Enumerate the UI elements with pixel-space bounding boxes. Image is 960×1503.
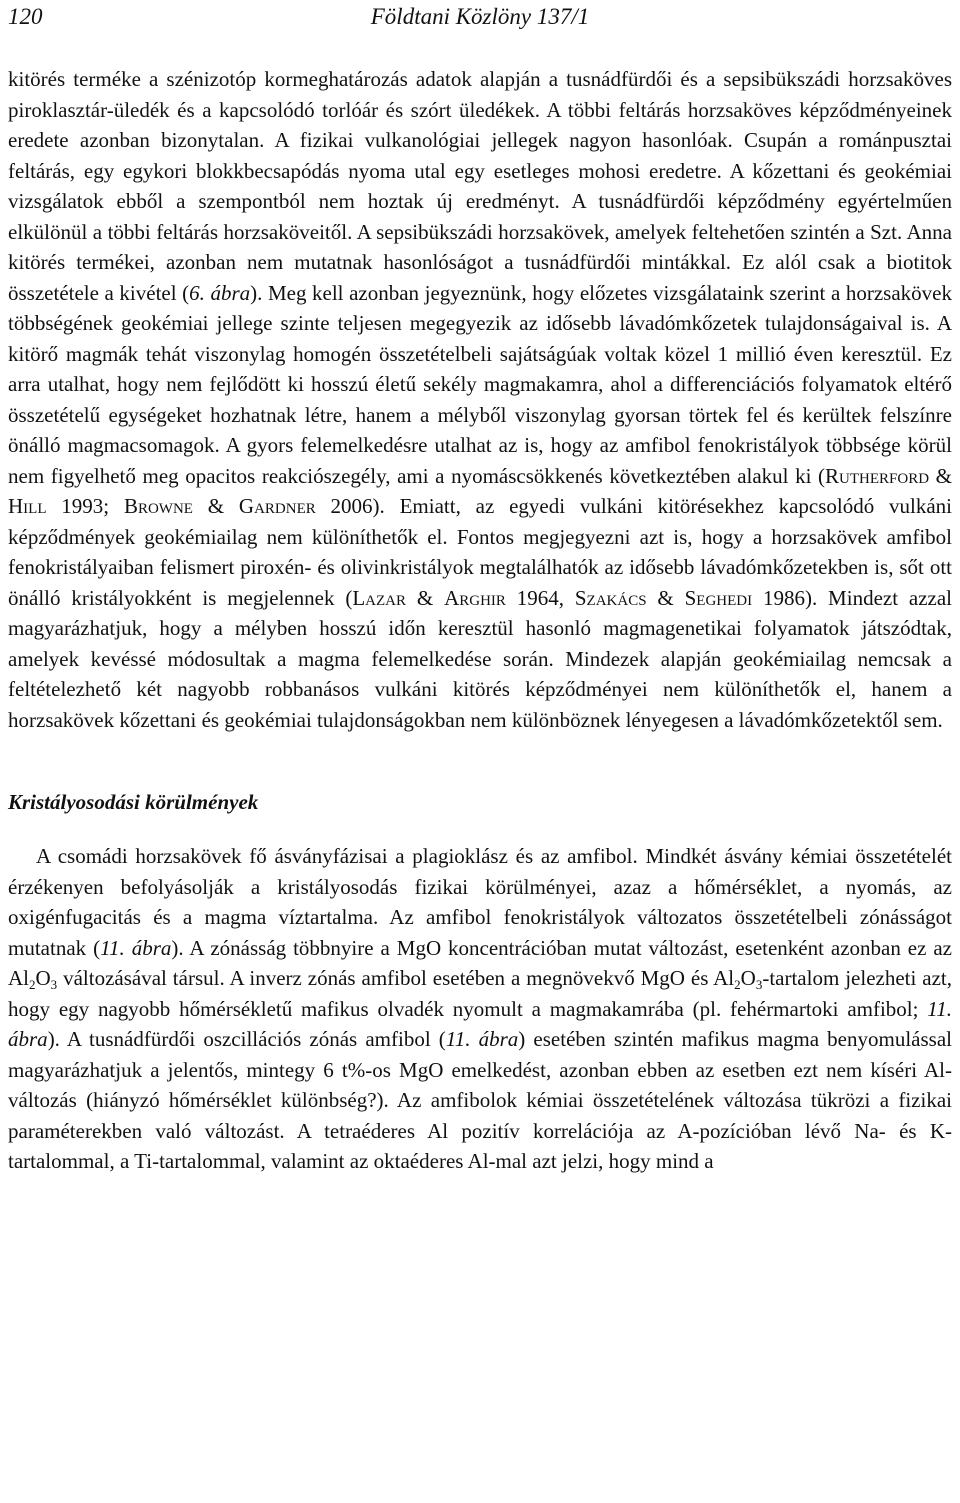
figure-reference: 6. ábra [189, 280, 251, 305]
citation-author: Rutherford [825, 463, 930, 488]
subscript: 3 [755, 977, 763, 992]
subscript: 2 [734, 977, 741, 992]
citation-author: Arghir [444, 585, 506, 610]
figure-reference: 11. ábra [445, 1027, 519, 1051]
citation-author: Szakács [574, 585, 647, 610]
text-run: O [35, 966, 51, 990]
journal-title: Földtani Közlöny 137/1 [370, 4, 590, 29]
text-run: A csomádi horzsakövek fő ásványfázisai a plagioklász és az amfibol. Mindkét ásvány kémiai összetételét érzékenyen befolyásolják a kristályosodás fizikai körülményei, azaz a hőmérséklet, a nyomás, az oxigénfugacitás és a magma víztartalma. Az amfibol fenokristályok változatos összetételbeli zónásságot mutatnak ( [8, 844, 952, 960]
text-run: 2006). Emiatt, az egyedi vulkáni kitörésekhez kapcsolódó vulkáni képződmények geokémiailag nem különíthetők el. Fontos megjegyezni azt is, hogy a horzsakövek amfibol fenokristályaiban felismert piroxén- és olivinkristályok megtalálhatók az idősebb lávadómkőzetekben is, sőt ott önálló kristályokként is megjelennek ( [8, 494, 953, 610]
subscript: 3 [50, 977, 58, 992]
text-run: ) esetében szintén mafikus magma benyomulással magyarázhatjuk a jelentős, mintegy 6 t%-os MgO emelkedést, azonban ebben az esetben ezt nem kíséri Al-változás (hiányzó hőmérséklet különbség?). Az amfibolok kémiai összetételének változása tükrözi a fizikai paraméterekben való változást. A tetraéderes Al pozitív korrelációja az A-pozícióban lévő Na- és K-tartalommal, a Ti-tartalommal, valamint az oktaéderes Al-mal azt jelzi, hogy mind a [8, 1027, 952, 1173]
citation-author: Hill [8, 494, 47, 518]
paragraph-2 [8, 841, 952, 1177]
text-run: -tartalom jelezheti azt, hogy egy nagyobb hőmérsékletű mafikus olvadék nyomult a magmakamrába (pl. fehérmartoki amfibol; [8, 966, 952, 1021]
text-run: 1964, [505, 585, 575, 610]
citation-author: Lazar [352, 585, 407, 610]
text-run: O [740, 966, 756, 990]
citation-author: Seghedi [684, 585, 753, 610]
figure-reference: 11. ábra [8, 996, 952, 1051]
text-run: & [646, 585, 685, 610]
page-header [8, 0, 952, 34]
text-run: & [406, 585, 445, 610]
text-run: ). A zónásság többnyire a MgO koncentrációban mutat változást, esetenként azonban ez az Al [8, 935, 953, 990]
text-run: ). A tusnádfürdői oszcillációs zónás amfibol ( [47, 1027, 446, 1051]
text-run: ). Meg kell azonban jegyeznünk, hogy előzetes vizsgálataink szerint a horzsakövek többségének geokémiai jellege szinte teljesen megegyezik az idősebb lávadómkőzetek tulajdonságaival is. A kitörő magmák tehát viszonylag homogén összetételbeli sajátságúak voltak közel 1 millió éven keresztül. Ez arra utalhat, hogy nem fejlődött ki hosszú életű sekély magmakamra, ahol a differenciációs folyamatok eltérő összetételű egységeket hozhatnak létre, hanem a mélyből viszonylag gyorsan törtek fel és kerültek felszínre önálló magmacsomagok. A gyors felemelkedésre utalhat az is, hogy az amfibol fenokristályok többsége körül nem figyelhető meg opacitos reakciószegély, ami a nyomáscsökkenés következtében alakul ki ( [8, 280, 952, 488]
text-run: kitörés terméke a szénizotóp kormeghatározás adatok alapján a tusnádfürdői és a sepsibükszádi horzsaköves piroklasztár-üledék és a kapcsolódó torlóár és szórt üledékek. A többi feltárás horzsaköves képződményeinek eredete azonban bizonytalan. A fizikai vulkanológiai jellegek nagyon hasonlóak. Csupán a románpusztai feltárás, egy egykori blokkbecsapódás nyoma utal egy esetleges mohosi eredetre. A kőzettani és geokémiai vizsgálatok ebből a szempontból nem hoztak új eredményt. A tusnádfürdői képződmény egyértelműen elkülönül a többi feltárás horzsaköveitől. A sepsibükszádi horzsakövek, amelyek feltehetően szintén a Szt. Anna kitörés termékei, azonban nem mutatnak hasonlóságot a tusnádfürdői mintákkal. Ez alól csak a biotitok összetétele a kivétel ( [8, 67, 952, 305]
citation-author: Browne [123, 494, 193, 518]
citation-author: Gardner [238, 494, 316, 518]
text-run: 1993; [46, 494, 124, 518]
text-run: & [192, 494, 239, 518]
text-run: változásával társul. A inverz zónás amfibol esetében a megnövekvő MgO és Al [57, 966, 735, 990]
paragraph-1 [8, 64, 952, 735]
figure-reference: 11. ábra [100, 935, 172, 960]
article-body [8, 64, 952, 1177]
text-run: 1986). Mindezt azzal magyarázhatjuk, hogy a mélyben hosszú időn keresztül hasonló magmagenetikai folyamatok játszódtak, amelyek kevéssé módosultak a magma felemelkedése során. Mindezek alapján geokémiailag nemcsak a feltételezhető két nagyobb robbanásos vulkáni kitörés képződményei nem különíthetők el, hanem a horzsakövek kőzettani és geokémiai tulajdonságokban nem különböznek lényegesen a lávadómkőzetektől sem. [8, 585, 953, 732]
page-number: 120 [8, 4, 43, 29]
subscript: 2 [29, 977, 36, 992]
section-title: Kristályosodási körülmények [8, 790, 259, 814]
text-run: & [929, 463, 952, 488]
